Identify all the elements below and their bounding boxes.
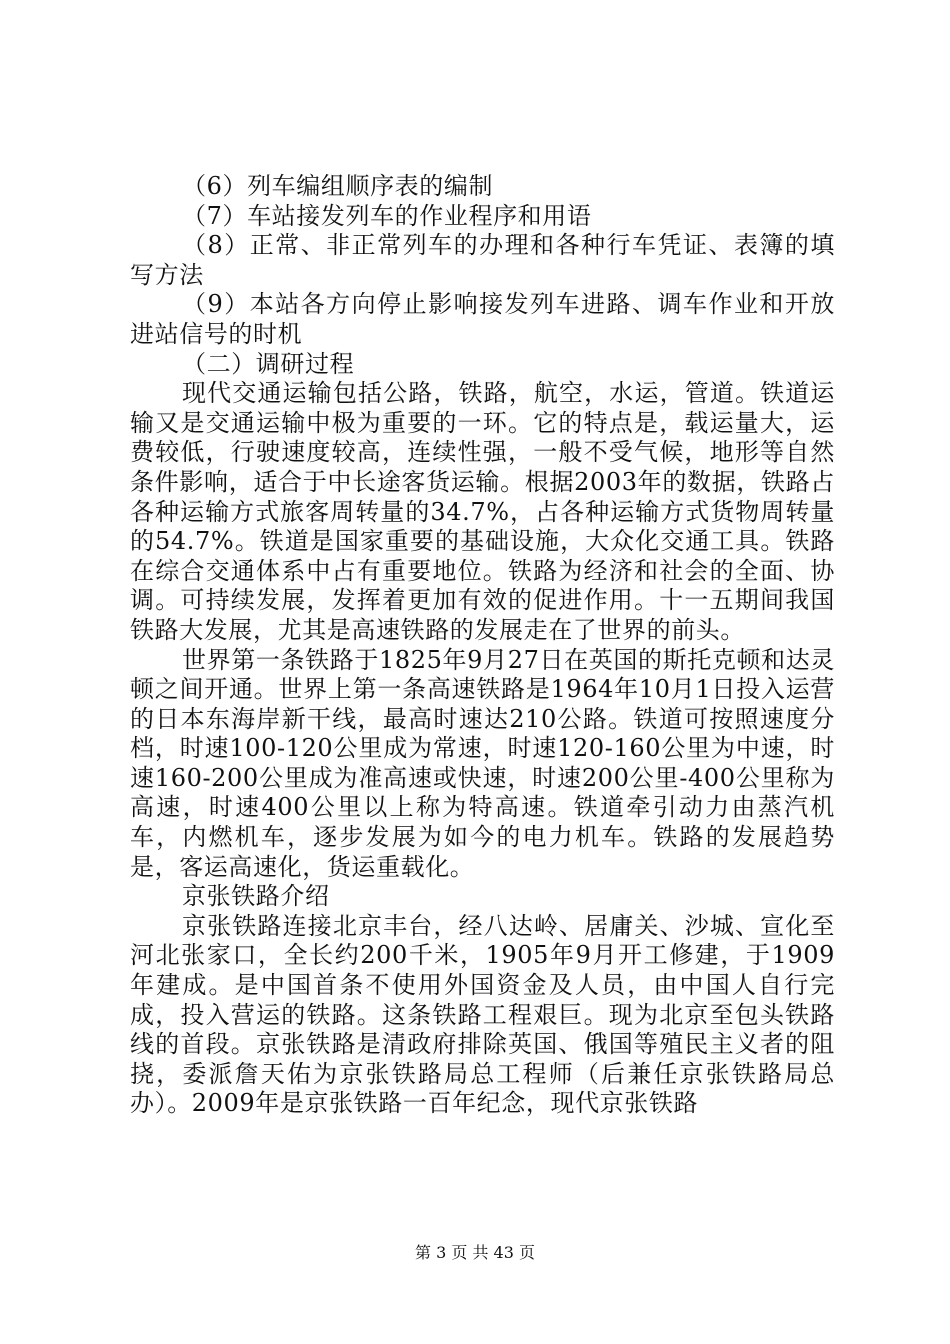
list-item-8: （8）正常、非正常列车的办理和各种行车凭证、表簿的填写方法 <box>130 231 835 289</box>
section-heading-jingzhang: 京张铁路介绍 <box>182 882 330 911</box>
list-item-6: （6）列车编组顺序表的编制 <box>182 172 494 200</box>
section-heading-research-process: （二）调研过程 <box>182 349 355 378</box>
paragraph-world-railway: 世界第一条铁路于1825年9月27日在英国的斯托克顿和达灵顿之间开通。世界上第一条高速铁路是1964年10月1日投入运营的日本东海岸新干线，最高时速达210公路。铁道可按照速度分档，时速100-120公里成为常速，时速120-160公里为中速，时速160-200公里成为准高速或快速，时速200公里-400公里称为高速，时速400公里以上称为特高速。铁道牵引动力由蒸汽机车，内燃机车，逐步发展为如今的电力机车。铁路的发展趋势是，客运高速化，货运重载化。 <box>130 645 835 881</box>
list-item-7: （7）车站接发列车的作业程序和用语 <box>182 201 592 230</box>
page-number-footer: 第 3 页 共 43 页 <box>415 1243 535 1262</box>
paragraph-jingzhang: 京张铁路连接北京丰台，经八达岭、居庸关、沙城、宣化至河北张家口，全长约200千米，1905年9月开工修建，于1909年建成。是中国首条不使用外国资金及人员，由中国人自行完成，投入营运的铁路。这条铁路工程艰巨。现为北京至包头铁路线的首段。京张铁路是清政府排除英国、俄国等殖民主义者的阻挠，委派詹天佑为京张铁路局总工程师（后兼任京张铁路局总办）。2009年是京张铁路一百年纪念，现代京张铁路 <box>130 911 835 1118</box>
list-item-9: （9）本站各方向停止影响接发列车进路、调车作业和开放进站信号的时机 <box>130 290 835 348</box>
document-body <box>130 172 835 1119</box>
paragraph-modern-transport: 现代交通运输包括公路，铁路，航空，水运，管道。铁道运输又是交通运输中极为重要的一环。它的特点是，载运量大，运费较低，行驶速度较高，连续性强，一般不受气候，地形等自然条件影响，适合于中长途客货运输。根据2003年的数据，铁路占各种运输方式旅客周转量的34.7%，占各种运输方式货物周转量的54.7%。铁道是国家重要的基础设施，大众化交通工具。铁路在综合交通体系中占有重要地位。铁路为经济和社会的全面、协调。可持续发展，发挥着更加有效的促进作用。十一五期间我国铁路大发展，尤其是高速铁路的发展走在了世界的前头。 <box>130 379 835 644</box>
